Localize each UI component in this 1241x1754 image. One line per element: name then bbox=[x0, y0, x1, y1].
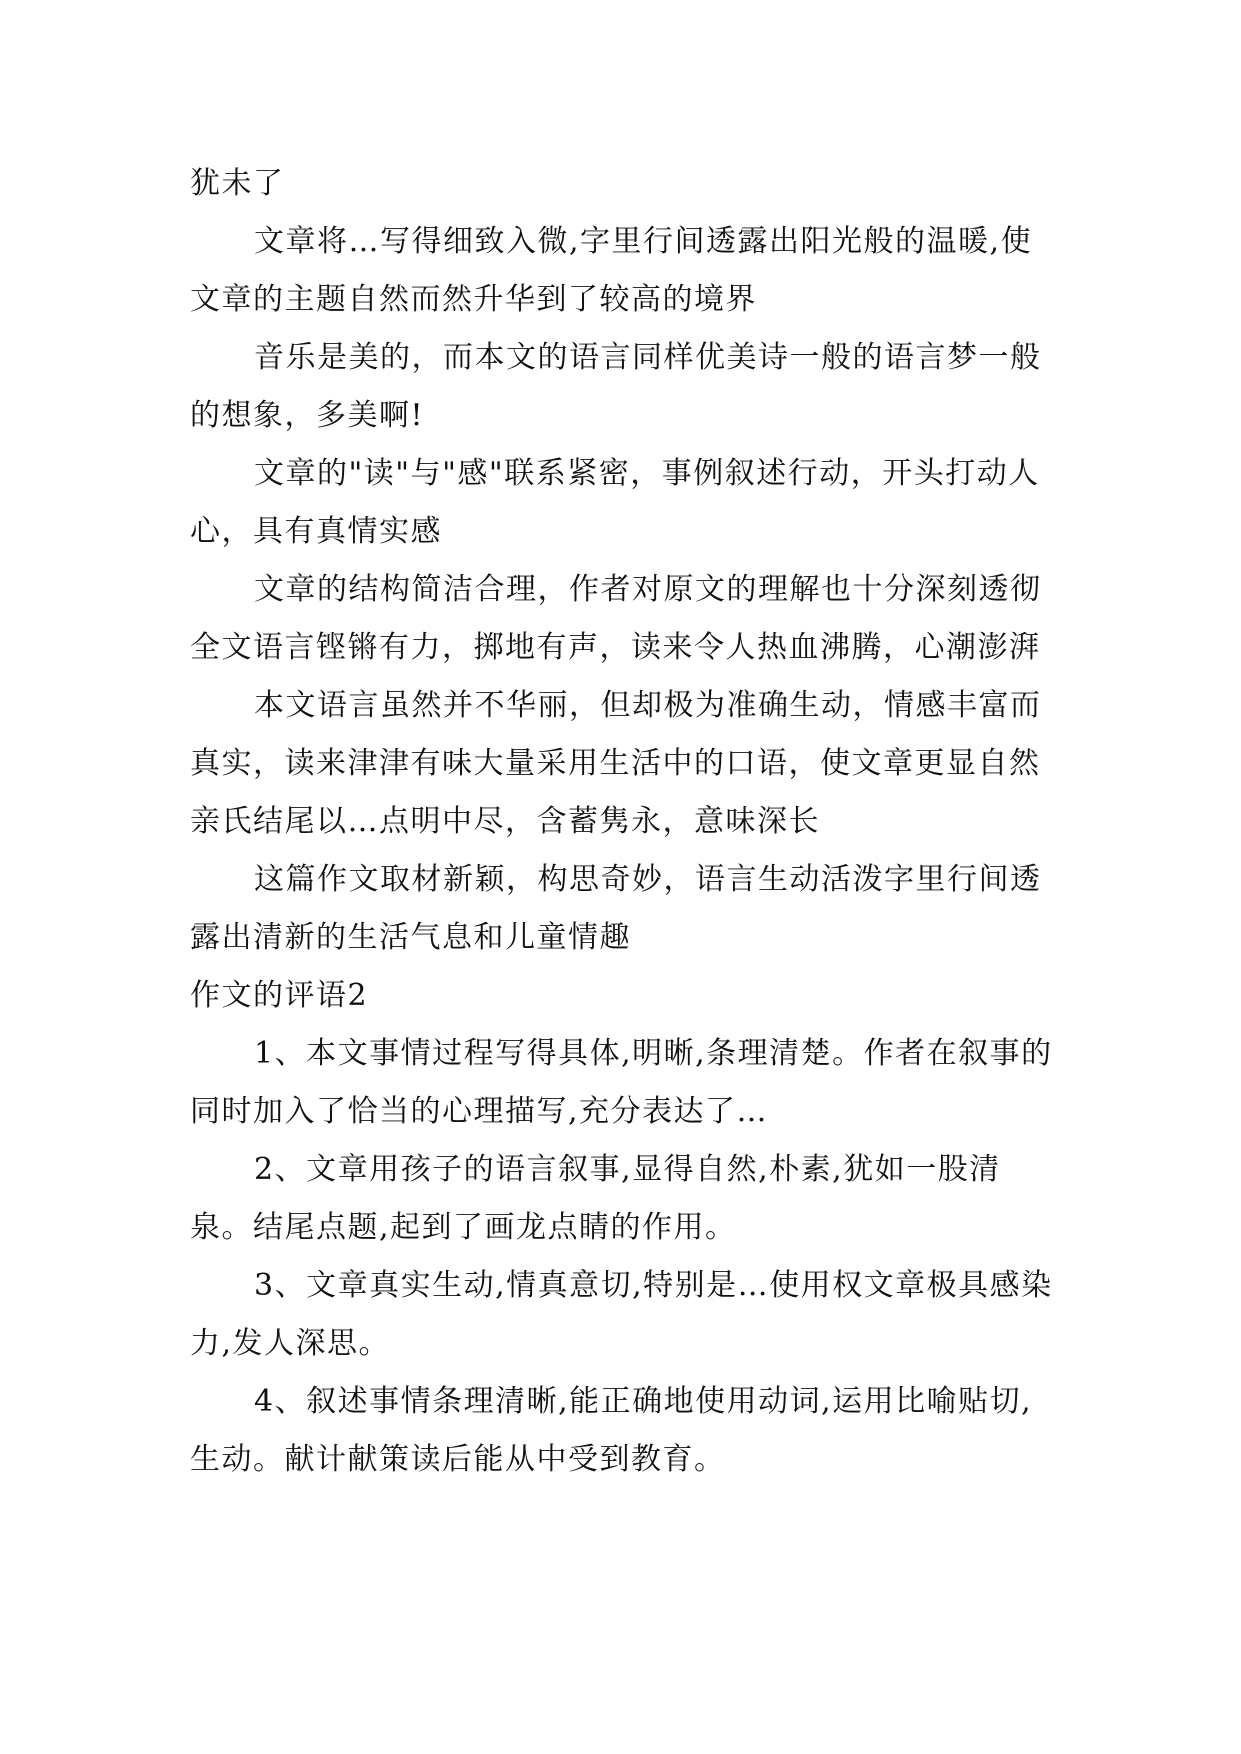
comment-paragraph: 这篇作文取材新颖，构思奇妙，语言生动活泼字里行间透露出清新的生活气息和儿童情趣 bbox=[190, 862, 1042, 955]
numbered-comment: 1、本文事情过程写得具体,明晰,条理清楚。作者在叙事的同时加入了恰当的心理描写,充分表达了… bbox=[190, 1036, 1053, 1129]
section-title: 作文的评语2 bbox=[190, 978, 369, 1013]
paragraph-continuation: 犹未了 bbox=[190, 166, 285, 201]
comment-paragraph: 文章的"读"与"感"联系紧密，事例叙述行动，开头打动人心，具有真情实感 bbox=[190, 456, 1040, 549]
numbered-comment: 2、文章用孩子的语言叙事,显得自然,朴素,犹如一股清泉。结尾点题,起到了画龙点睛的作用。 bbox=[190, 1152, 1001, 1245]
comment-paragraph: 音乐是美的，而本文的语言同样优美诗一般的语言梦一般的想象，多美啊! bbox=[190, 340, 1042, 433]
document-body bbox=[190, 155, 1060, 1489]
comment-paragraph: 文章的结构简洁合理，作者对原文的理解也十分深刻透彻全文语言铿锵有力，掷地有声，读来令人热血沸腾，心潮澎湃 bbox=[190, 572, 1042, 665]
comment-paragraph: 本文语言虽然并不华丽，但却极为准确生动，情感丰富而真实，读来津津有味大量采用生活中的口语，使文章更显自然亲氏结尾以…点明中尽，含蓄隽永，意味深长 bbox=[190, 688, 1042, 839]
comment-paragraph: 文章将…写得细致入微,字里行间透露出阳光般的温暖,使文章的主题自然而然升华到了较高的境界 bbox=[190, 224, 1033, 317]
numbered-comment: 4、叙述事情条理清晰,能正确地使用动词,运用比喻贴切,生动。献计献策读后能从中受到教育。 bbox=[190, 1384, 1033, 1477]
numbered-comment: 3、文章真实生动,情真意切,特别是…使用权文章极具感染力,发人深思。 bbox=[190, 1268, 1053, 1361]
